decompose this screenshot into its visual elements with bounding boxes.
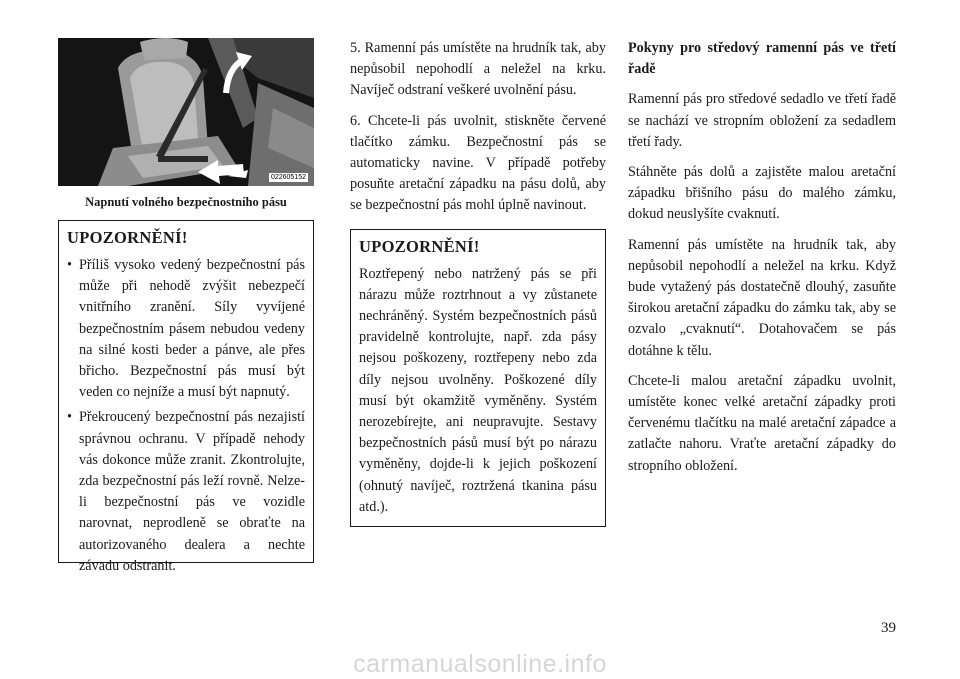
warning-text: Roztřepený nebo natržený pás se při nárazu může roztrhnout a vy zůstanete nechráněný. Systém bezpečnostních pásů pravidelně kontrolujte, např. zda pásy nejsou poškozeny, roztřepeny nebo zda díly nejsou uvolněny. Poškozené díly musí být okamžitě vyměněny. Systém nerozebírejte, ani neupravujte. Sestavy bezpečnostních pásů musí být po nárazu vyměněny, dojde-li k jejich poškození (ohnutý navíječ, roztržená tkanina pásu atd.). bbox=[359, 265, 597, 515]
middle-column bbox=[350, 38, 606, 527]
paragraph: Chcete-li malou aretační západku uvolnit, umístěte konec velké aretační západky proti červenému tlačítku na malé aretační západce a zatlačte nahoru. Vraťte aretační západky do stropního obložení. bbox=[628, 372, 896, 474]
instruction-step-6: 6. Chcete-li pás uvolnit, stiskněte červené tlačítko zámku. Bezpečnostní pás se automaticky navine. V případě potřeby posuňte aretační západku na pásu dolů, aby se bezpečnostní pás mohl úplně navinout. bbox=[350, 112, 606, 214]
car-seat-icon bbox=[58, 38, 314, 186]
warning-title: UPOZORNĚNÍ! bbox=[359, 236, 480, 256]
instruction-step-5: 5. Ramenní pás umístěte na hrudník tak, aby nepůsobil nepohodlí a neležel na krku. Navíječ odstraní veškeré uvolnění pásu. bbox=[350, 40, 606, 99]
page-number: 39 bbox=[881, 620, 896, 636]
figure-code: 022605152 bbox=[270, 174, 306, 181]
warning-bullet bbox=[67, 255, 305, 403]
paragraph: Ramenní pás umístěte na hrudník tak, aby nepůsobil nepohodlí a neležel na krku. Když bude vytažený pás dostatečně dlouhý, zasuňte širokou aretační západku do zámku tak, aby se ozvalo „cvaknutí“. Dotahovačem se pás dotáhne k tělu. bbox=[628, 236, 896, 359]
warning-bullet-text: Překroucený bezpečnostní pás nezajistí správnou ochranu. V případě nehody vás dokonce může zranit. Zkontrolujte, zda bezpečnostní pás leží rovně. Nelze-li bezpečnostní pás ve vozidle narovnat, neprodleně se obraťte na autorizovaného dealera a nechte závadu odstranit. bbox=[79, 409, 305, 574]
warning-box-1 bbox=[58, 220, 314, 574]
left-column bbox=[58, 38, 314, 574]
warning-bullet bbox=[67, 407, 305, 577]
watermark: carmanualsonline.info bbox=[353, 650, 607, 678]
bullet-icon: • bbox=[67, 257, 72, 273]
section-heading: Pokyny pro středový ramenní pás ve třetí řadě bbox=[628, 40, 896, 78]
warning-box-2 bbox=[350, 229, 606, 527]
bullet-icon: • bbox=[67, 409, 72, 426]
figure-caption: Napnutí volného bezpečnostního pásu bbox=[85, 195, 287, 209]
warning-title: UPOZORNĚNÍ! bbox=[67, 228, 188, 247]
seat-belt-illustration bbox=[58, 38, 314, 186]
warning-bullet-text: Příliš vysoko vedený bezpečnostní pás může při nehodě zvýšit nebezpečí vnitřního zranění. Síly vyvíjené bezpečnostním pásem nebudou vedeny na silné kosti beder a pánve, ale přes břicho. Bezpečnostní pás musí být veden co nejníže a musí být napnutý. bbox=[79, 257, 305, 401]
warning-list bbox=[67, 255, 305, 577]
right-column bbox=[628, 38, 896, 486]
paragraph: Stáhněte pás dolů a zajistěte malou aretační západku břišního pásu do malého zámku, dokud neuslyšíte cvaknutí. bbox=[628, 164, 896, 223]
paragraph: Ramenní pás pro středové sedadlo ve třetí řadě se nachází ve stropním obložení za sedadlem třetí řady. bbox=[628, 91, 896, 150]
